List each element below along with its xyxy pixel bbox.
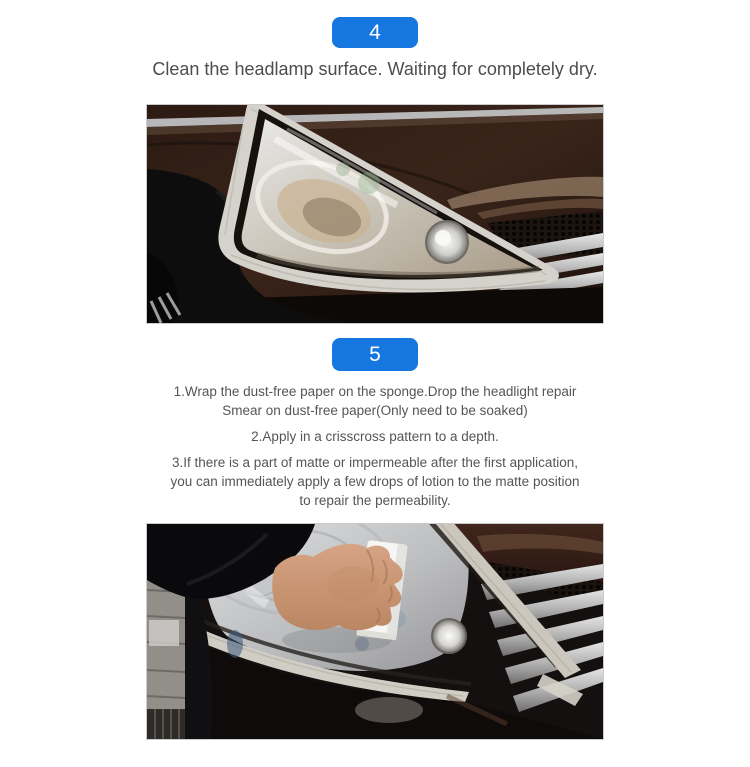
instruction-3-line-3: to repair the permeability. (299, 493, 451, 508)
step-4-caption: Clean the headlamp surface. Waiting for completely dry. (152, 59, 598, 79)
instruction-2-line-1: 2.Apply in a crisscross pattern to a depth. (251, 429, 499, 444)
step-5-section (0, 338, 750, 740)
instruction-3 (0, 453, 750, 510)
step-5-photo (146, 523, 604, 740)
masked-headlight-illustration (147, 105, 603, 323)
instruction-page (0, 17, 750, 767)
step-4-section (0, 17, 750, 324)
instruction-1-line-2: Smear on dust-free paper(Only need to be soaked) (222, 403, 528, 418)
step-5-badge: 5 (332, 338, 418, 371)
instruction-3-line-1: 3.If there is a part of matte or impermeable after the first application, (172, 455, 578, 470)
instruction-3-line-2: you can immediately apply a few drops of lotion to the matte position (170, 474, 580, 489)
step-4-photo (146, 104, 604, 324)
instruction-1-line-1: 1.Wrap the dust-free paper on the sponge.Drop the headlight repair (173, 384, 577, 399)
step-4-badge: 4 (332, 17, 418, 48)
instruction-2 (0, 427, 750, 446)
sponge-application-illustration (147, 524, 603, 739)
step-5-instructions (0, 382, 750, 510)
instruction-1 (0, 382, 750, 420)
